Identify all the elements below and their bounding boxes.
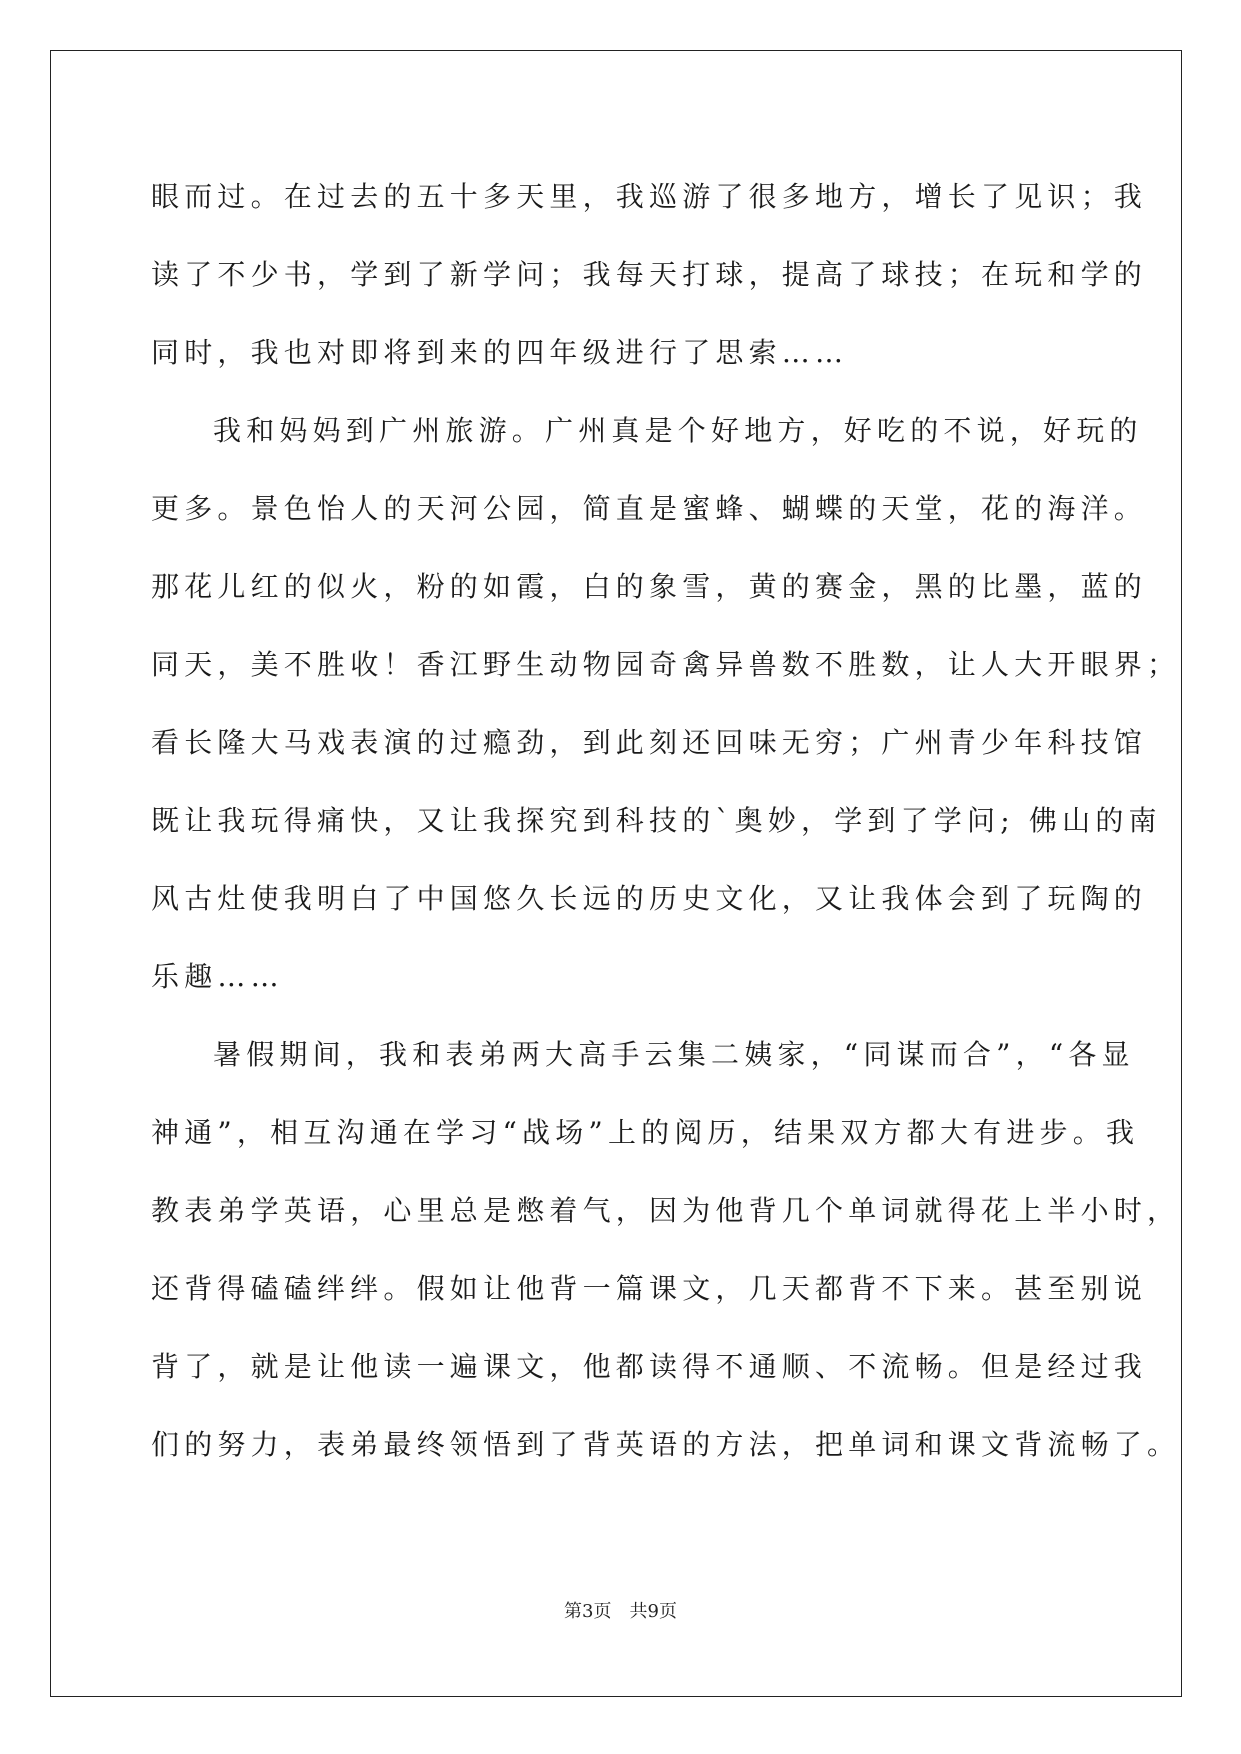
text-line: 眼而过。在过去的五十多天里，我巡游了很多地方，增长了见识；我 bbox=[151, 180, 1148, 213]
text-line: 看长隆大马戏表演的过瘾劲，到此刻还回味无穷；广州青少年科技馆 bbox=[151, 726, 1148, 759]
paragraph-first-line: 暑假期间，我和表弟两大高手云集二姨家，“同谋而合”，“各显 bbox=[213, 1038, 1135, 1071]
text-line: 们的努力，表弟最终领悟到了背英语的方法，把单词和课文背流畅了。 bbox=[151, 1428, 1181, 1461]
text-line: 背了，就是让他读一遍课文，他都读得不通顺、不流畅。但是经过我 bbox=[151, 1350, 1148, 1383]
text-line: 神通”，相互沟通在学习“战场”上的阅历，结果双方都大有进步。我 bbox=[151, 1116, 1140, 1149]
page-number: 第3页 bbox=[564, 1601, 612, 1622]
text-line: 更多。景色怡人的天河公园，简直是蜜蜂、蝴蝶的天堂，花的海洋。 bbox=[151, 492, 1148, 525]
text-line: 风古灶使我明白了中国悠久长远的历史文化，又让我体会到了玩陶的 bbox=[151, 882, 1148, 915]
paragraph-first-line: 我和妈妈到广州旅游。广州真是个好地方，好吃的不说，好玩的 bbox=[213, 414, 1143, 447]
text-line: 同时，我也对即将到来的四年级进行了思索…… bbox=[151, 336, 849, 369]
text-line: 读了不少书，学到了新学问；我每天打球，提高了球技；在玩和学的 bbox=[151, 258, 1148, 291]
text-line: 教表弟学英语，心里总是憋着气，因为他背几个单词就得花上半小时， bbox=[151, 1194, 1181, 1227]
text-line: 同天，美不胜收！香江野生动物园奇禽异兽数不胜数，让人大开眼界； bbox=[151, 648, 1181, 681]
text-line: 还背得磕磕绊绊。假如让他背一篇课文，几天都背不下来。甚至别说 bbox=[151, 1272, 1148, 1305]
text-line: 乐趣…… bbox=[151, 960, 284, 993]
page-footer bbox=[0, 1597, 1241, 1623]
text-line: 既让我玩得痛快，又让我探究到科技的`奥妙，学到了学问; 佛山的南 bbox=[151, 804, 1162, 837]
document-body bbox=[151, 158, 1181, 1484]
text-line: 那花儿红的似火，粉的如霞，白的象雪，黄的赛金，黑的比墨，蓝的 bbox=[151, 570, 1148, 603]
page-total: 共9页 bbox=[629, 1601, 677, 1622]
